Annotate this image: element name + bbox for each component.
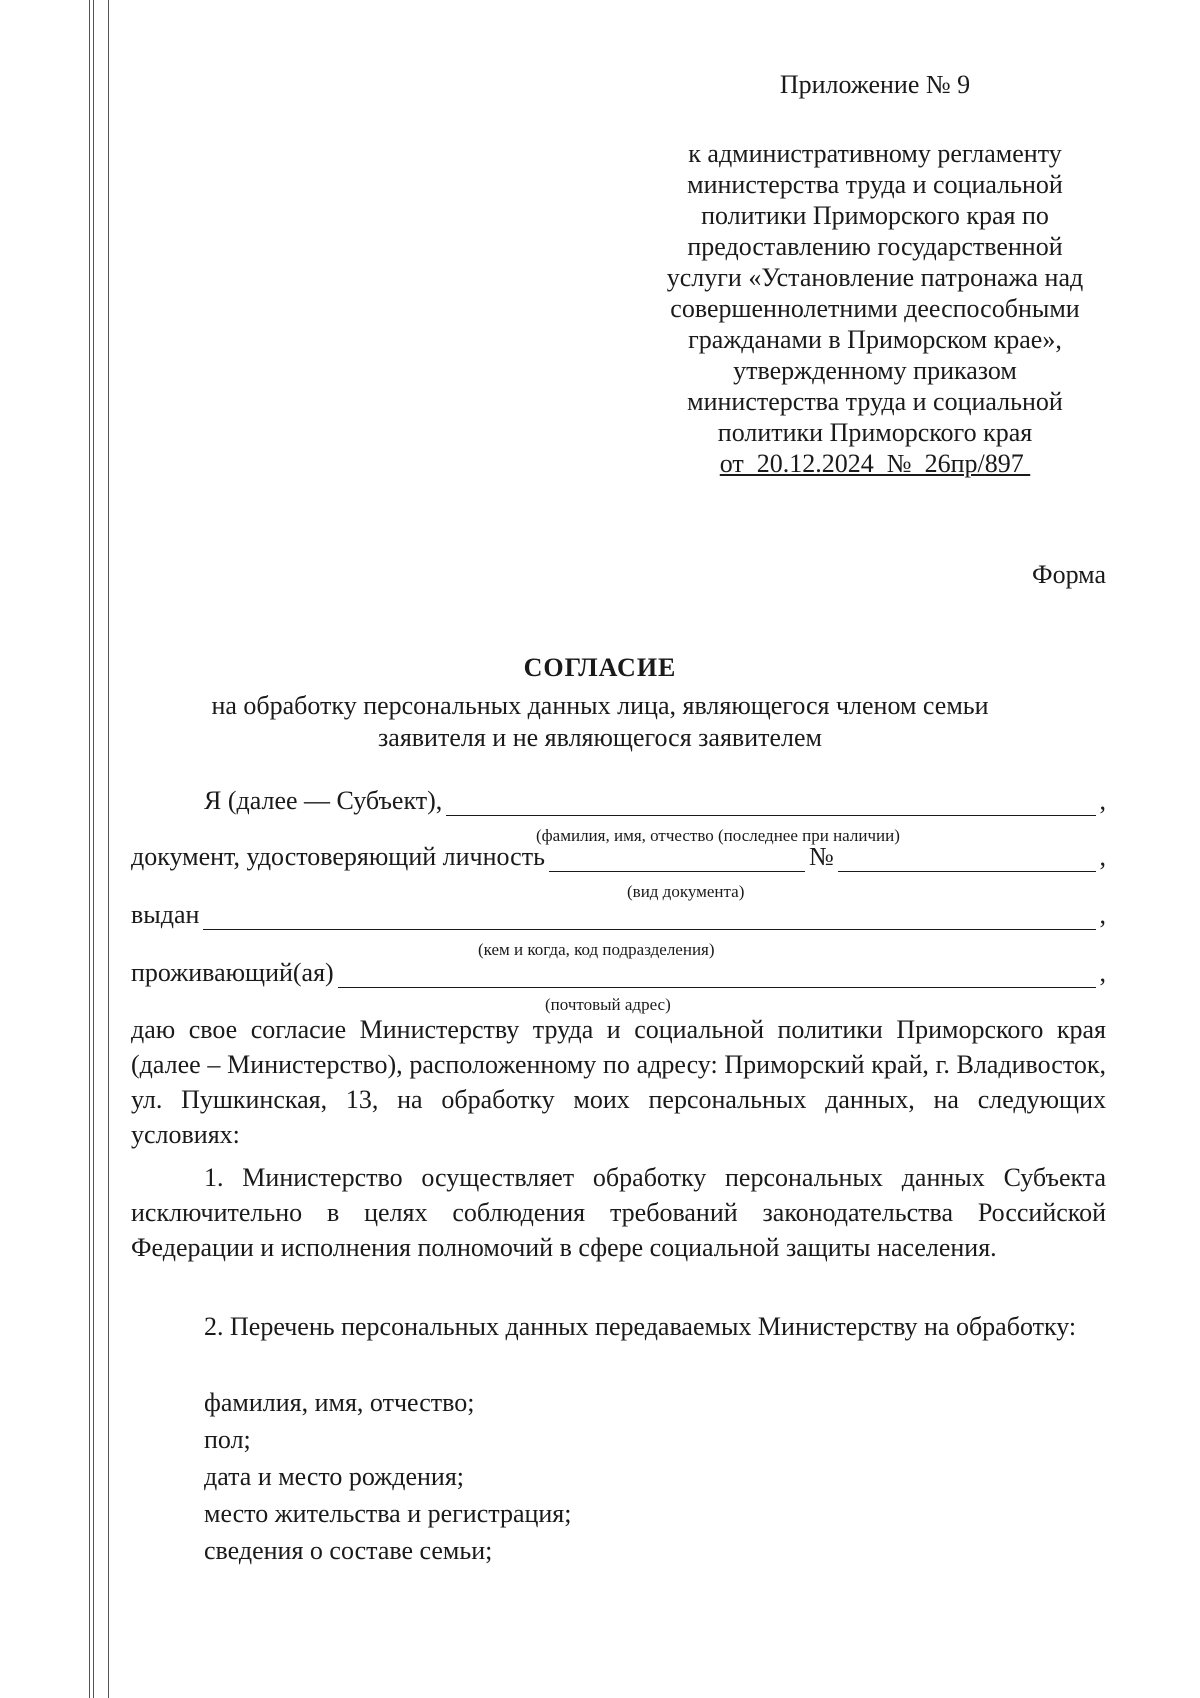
residing-address-field[interactable] <box>338 963 1096 988</box>
document-subtitle <box>150 690 1050 754</box>
appendix-line: к административному регламенту <box>688 139 1062 168</box>
issued-row <box>131 900 1106 930</box>
appendix-title: Приложение № 9 <box>779 70 971 99</box>
document-title: СОГЛАСИЕ <box>523 653 677 682</box>
appendix-line: услуги «Установление патронажа над <box>666 263 1084 292</box>
issued-field[interactable] <box>203 905 1095 930</box>
subject-name-hint: (фамилия, имя, отчество (последнее при наличии) <box>536 826 900 845</box>
data-list-item: сведения о составе семьи; <box>204 1536 493 1565</box>
id-document-label: документ, удостоверяющий личность <box>131 842 545 871</box>
subject-name-field[interactable] <box>446 791 1095 816</box>
subject-name-row <box>131 786 1106 816</box>
appendix-line: министерства труда и социальной <box>687 387 1063 416</box>
residing-row <box>131 958 1106 988</box>
scan-edge-line <box>93 0 94 1698</box>
data-list-item: место жительства и регистрация; <box>204 1499 572 1528</box>
residing-label: проживающий(ая) <box>131 958 334 987</box>
appendix-line: политики Приморского края <box>717 418 1033 447</box>
field-comma: , <box>1099 786 1106 815</box>
form-label: Форма <box>1032 560 1106 589</box>
id-document-type-field[interactable] <box>549 847 805 872</box>
appendix-line: утвержденному приказом <box>733 356 1017 385</box>
field-comma: , <box>1099 842 1106 871</box>
appendix-line: совершеннолетними дееспособными <box>670 294 1080 323</box>
document-subtitle-line: заявителя и не являющегося заявителем <box>378 723 822 752</box>
id-document-row <box>131 842 1106 872</box>
data-list-item: дата и место рождения; <box>204 1462 465 1491</box>
order-reference <box>640 448 1110 479</box>
issued-hint: (кем и когда, код подразделения) <box>478 940 715 959</box>
data-list-item: пол; <box>204 1425 251 1454</box>
scan-edge-line <box>89 0 90 1698</box>
appendix-line: министерства труда и социальной <box>687 170 1063 199</box>
data-list-item: фамилия, имя, отчество; <box>204 1388 475 1417</box>
field-comma: , <box>1099 958 1106 987</box>
appendix-line: предоставлению государственной <box>687 232 1063 261</box>
scan-edge-line <box>108 0 109 1698</box>
appendix-line: политики Приморского края по <box>701 201 1049 230</box>
issued-label: выдан <box>131 900 200 929</box>
id-document-number-label: № <box>808 842 834 871</box>
field-comma: , <box>1099 900 1106 929</box>
consent-item-1-text: 1. Министерство осуществляет обработку персональных данных Субъекта исключительно в целях соблюдения требований законодательства Российской Федерации и исполнения полномочий в сфере социальной защиты населения. <box>131 1163 1106 1262</box>
subject-label: Я (далее — Субъект), <box>204 786 443 815</box>
consent-paragraph: даю свое согласие Министерству труда и социальной политики Приморского края (далее – Министерство), расположенному по адресу: Приморский край, г. Владивосток, ул. Пушкинская, 13, на обработку моих персональных данных, на следующих условиях: <box>131 1015 1106 1149</box>
consent-item-2 <box>131 1309 1106 1344</box>
residing-hint: (почтовый адрес) <box>545 995 671 1014</box>
order-reference-text: от 20.12.2024 № 26пр/897 <box>719 449 1031 478</box>
id-document-hint: (вид документа) <box>627 882 745 901</box>
id-document-number-field[interactable] <box>838 847 1096 872</box>
appendix-line: гражданами в Приморском крае», <box>688 325 1062 354</box>
consent-item-2-text: 2. Перечень персональных данных передаваемых Министерству на обработку: <box>204 1312 1077 1341</box>
document-subtitle-line: на обработку персональных данных лица, являющегося членом семьи <box>211 691 989 720</box>
consent-item-1 <box>131 1160 1106 1265</box>
